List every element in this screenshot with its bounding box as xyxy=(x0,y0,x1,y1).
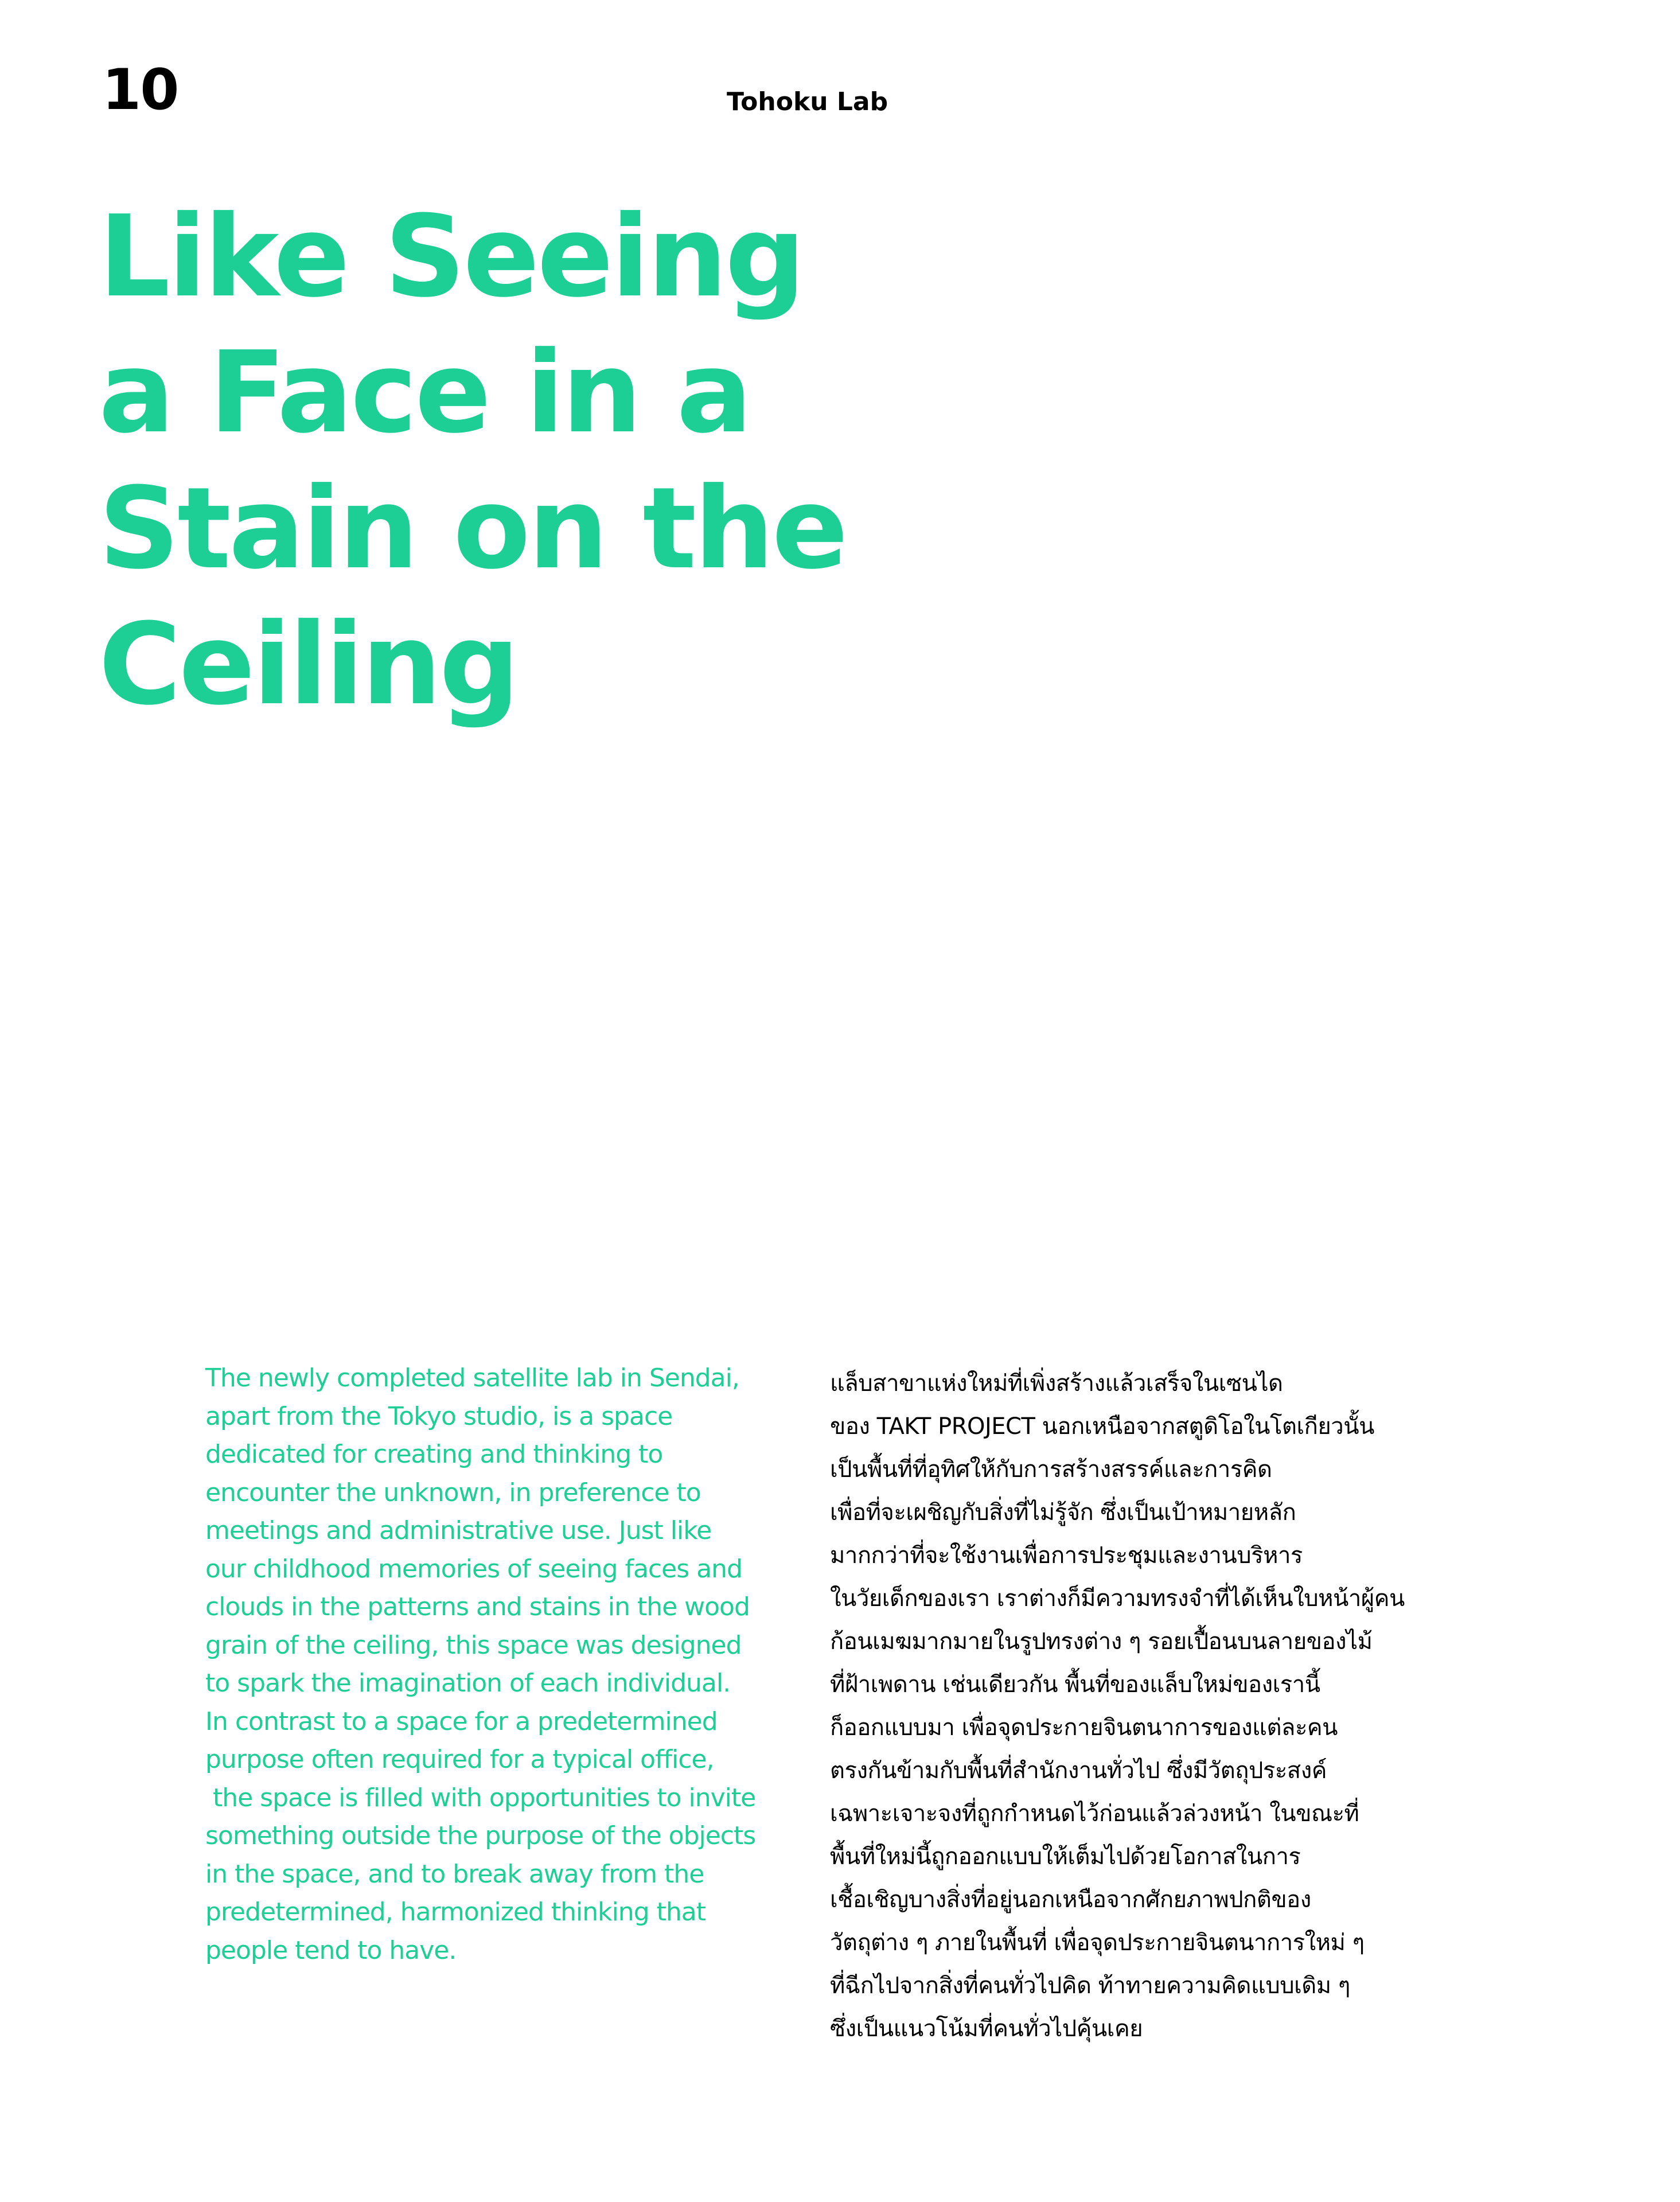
body-thai-line: เพื่อที่จะเผชิญกับสิ่งที่ไม่รู้จัก ซึ่งเป็นเป้าหมายหลัก xyxy=(830,1499,1296,1526)
body-english-line: the space is filled with opportunities to invite xyxy=(205,1783,756,1813)
body-english-line: people tend to have. xyxy=(205,1935,457,1965)
body-thai-line: ก้อนเมฆมากมายในรูปทรงต่าง ๆ รอยเปื้อนบนลายของไม้ xyxy=(830,1628,1373,1655)
title-line: Stain on the xyxy=(99,463,846,594)
body-english-line: purpose often required for a typical office, xyxy=(205,1745,714,1774)
body-english-line: grain of the ceiling, this space was designed xyxy=(205,1630,742,1660)
body-thai-line: ของ TAKT PROJECT นอกเหนือจากสตูดิโอในโตเกียวนั้น xyxy=(830,1413,1374,1440)
body-thai-line: วัตถุต่าง ๆ ภายในพื้นที่ เพื่อจุดประกายจินตนาการใหม่ ๆ xyxy=(830,1930,1365,1956)
title-line: Ceiling xyxy=(99,599,518,730)
body-thai-line: เชื้อเชิญบางสิ่งที่อยู่นอกเหนือจากศักยภาพปกติของ xyxy=(830,1887,1311,1913)
body-thai-line: แล็บสาขาแห่งใหม่ที่เพิ่งสร้างแล้วเสร็จในเซนได xyxy=(830,1370,1283,1397)
article-title xyxy=(99,189,1074,733)
title-line: Like Seeing xyxy=(99,192,804,322)
body-thai-line: มากกว่าที่จะใช้งานเพื่อการประชุมและงานบริหาร xyxy=(830,1542,1303,1569)
body-english-line: something outside the purpose of the objects xyxy=(205,1821,756,1850)
body-thai-line: พื้นที่ใหม่นี้ถูกออกแบบให้เต็มไปด้วยโอกาสในการ xyxy=(830,1844,1301,1870)
body-thai-line: ซึ่งเป็นแนวโน้มที่คนทั่วไปคุ้นเคย xyxy=(830,2016,1143,2042)
body-thai-line: ที่ฉีกไปจากสิ่งที่คนทั่วไปคิด ท้าทายความคิดแบบเดิม ๆ xyxy=(830,1973,1350,1999)
body-thai-line: เฉพาะเจาะจงที่ถูกกำหนดไว้ก่อนแล้วล่วงหน้า ในขณะที่ xyxy=(830,1800,1359,1827)
page-number: 10 xyxy=(102,57,178,123)
body-thai-line: ที่ฝ้าเพดาน เช่นเดียวกัน พื้นที่ของแล็บใหม่ของเรานี้ xyxy=(830,1671,1320,1698)
body-thai-line: ตรงกันข้ามกับพื้นที่สำนักงานทั่วไป ซึ่งมีวัตถุประสงค์ xyxy=(830,1757,1327,1784)
body-english-line: meetings and administrative use. Just like xyxy=(205,1516,712,1545)
body-english-line: In contrast to a space for a predetermined xyxy=(205,1706,718,1736)
body-english-line: our childhood memories of seeing faces and xyxy=(205,1554,742,1584)
body-english-line: clouds in the patterns and stains in the wood xyxy=(205,1592,750,1622)
section-label: Tohoku Lab xyxy=(727,87,888,116)
body-english xyxy=(205,1359,802,1970)
body-english-line: to spark the imagination of each individual. xyxy=(205,1669,731,1698)
body-english-line: apart from the Tokyo studio, is a space xyxy=(205,1401,673,1431)
body-thai-line: ในวัยเด็กของเรา เราต่างก็มีความทรงจำที่ได้เห็นใบหน้าผู้คน xyxy=(830,1585,1405,1612)
body-english-line: predetermined, harmonized thinking that xyxy=(205,1897,705,1927)
body-thai-line: เป็นพื้นที่ที่อุทิศให้กับการสร้างสรรค์และการคิด xyxy=(830,1456,1272,1483)
body-thai-line: ก็ออกแบบมา เพื่อจุดประกายจินตนาการของแต่ละคน xyxy=(830,1714,1338,1741)
body-english-line: in the space, and to break away from the xyxy=(205,1859,704,1889)
body-english-line: dedicated for creating and thinking to xyxy=(205,1440,663,1469)
title-line: a Face in a xyxy=(99,328,750,458)
body-thai xyxy=(830,1362,1478,2051)
body-english-line: The newly completed satellite lab in Sendai, xyxy=(205,1363,739,1393)
body-english-line: encounter the unknown, in preference to xyxy=(205,1478,701,1507)
